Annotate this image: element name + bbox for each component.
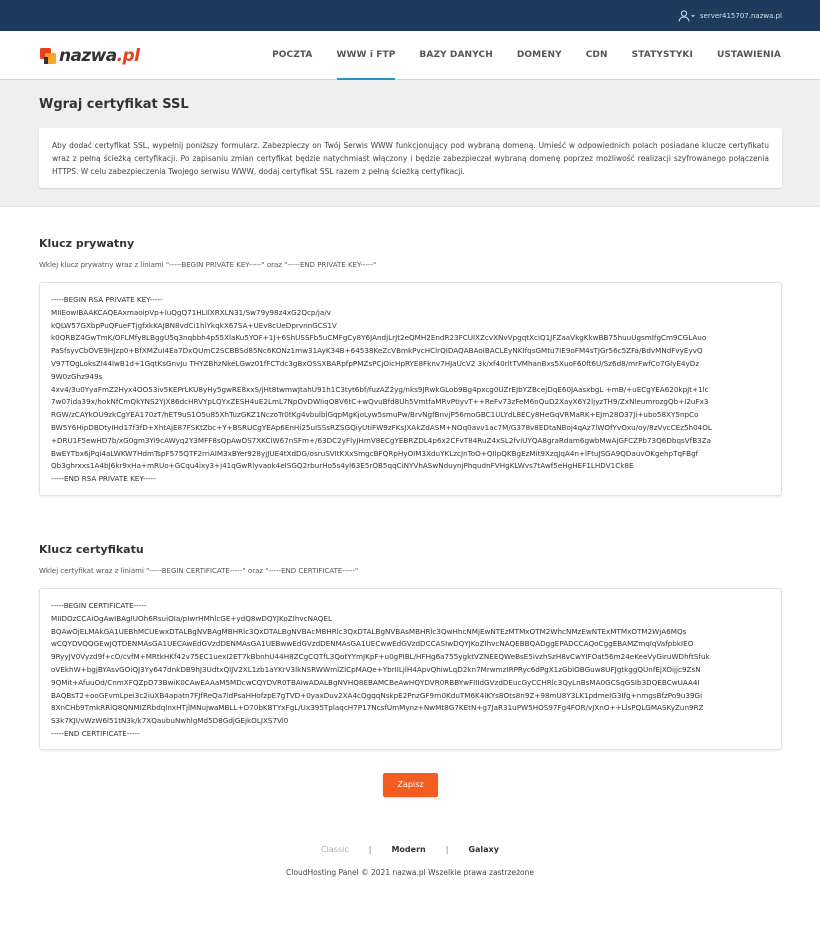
code-line: BQAwOjELMAkGA1UEBhMCUEwxDTALBgNVBAgMBHRlc3QxDTALBgNVBAcMBHRlc3QxDTALBgNVBAsMBHRlc3QwHhcNMjEwNTEzMTMxOTM2WhcNMzEwNTExMTMxOTM2WjA6MQs (51, 626, 687, 636)
user-icon (678, 10, 696, 22)
certificate-title: Klucz certyfikatu (39, 543, 144, 556)
nav-item-www-ftp[interactable]: WWW i FTP (325, 31, 408, 80)
nav-item-poczta[interactable]: POCZTA (272, 50, 313, 60)
code-line: 8XnCHb9TmkRRlQ8QNMIZRbdqlnxHTjlMNujwaMBLL+O70bKBTYxFgL/Ux395TplaqcH7P17NcsfUmMynz+NwMt8G7KEtN+g7JaR31uPW5HOS97Fg4FOR/vJXnO++LlsPQLGMASKyZun9RZ (51, 703, 704, 713)
skin-galaxy-link[interactable]: Galaxy (468, 844, 499, 854)
save-button[interactable]: Zapisz (383, 773, 438, 797)
code-line: MIIDOzCCAiOgAwIBAgIUOh6RsuiOIa/pIwrHMhlcGE+ydQ8wDQYJKoZIhvcNAQEL (51, 613, 332, 623)
code-line: 9QMit+AfuuOd/CnmXFQZpD73BwiK0CAwEAAaM5MDcwCQYDVR0TBAIwADALBgNVHQ8EBAMCBeAwHQYDVR0RBBYwFIIIdGVzdDEucGyCCHRlc3QyLnBsMA0GCSqGSIb3DQEBCwUAA4I (51, 677, 700, 687)
main-nav (260, 31, 793, 80)
code-line: BAQBsT2+ooGFvmLpei3c2iuXB4apatn7FJfReQa7idPsaHHofzpE7gTVD+0yaxDuv2XA4cQgqqNskpE2PnzGF9rn0KduTM6K4lKYs8Ots8n9Z+98mU8Y3LK1pdmeIG3Ifg+nmgsBfzPo9u39Gi (51, 690, 703, 700)
top-bar (0, 0, 820, 31)
footer (0, 841, 820, 930)
main-header (0, 31, 820, 80)
code-line: BW5Y6HipDBDtyIHd17f3fD+XhtAjE87FSKtZbc+Y+BSRUCgYEAp6EnHi25uISSsRZSGQiyUtiFW9zFKsJXAkZdASM+NOq0avv1ac7M/G378v8EDtaNBoj4qAz7lWOfYvOxu/oy/8zVvcCEz5h04OL (51, 422, 712, 432)
info-box: Aby dodać certyfikat SSL, wypełnij poniższy formularz. Zabezpieczy on Twój Serwis WWW funkcjonujący pod wybraną domeną. Umieść w odpowiednich polach posiadane klucze certyfikatu wraz z pełną ścieżką certyfikacji. Po zapisaniu zmian certyfikat będzie natychmiast włączony i będzie zabezpieczał wybraną domenę poprzez możliwość realizacji szyfrowanego połączenia HTTPS. W celu zabezpieczenia Twojego serwisu WWW, dodaj certyfikat SSL razem z pełną ścieżką certyfikacji. (39, 128, 782, 188)
private-key-textarea[interactable] (39, 282, 782, 496)
account-menu[interactable] (678, 10, 782, 22)
code-line: RGW/zCAYkOU9zkCgYEA170zT/hET9uS1O5u85XhTuzGKZ1NczoTr0tKg4vbulblGqpMgKjoLyw5smuPw/BrvNgfBnvjP56moGBC1ULYdL8ECy8HeGqVRMaRK+EJm28O37Ji+ubo58XY5npCo (51, 410, 699, 420)
code-line: S3k7KJI/vWzW6l51tN3k/k7XQaubuNwhlgMd5D8GdjGEjkOLJXS7Vi0 (51, 716, 289, 726)
code-line: k0QRBZ4GwTmK/OFLMfy8LBggU5q3nqbbh4p55XlaKu5YOF+1J+6ShUSSFb5uCMFgCy8Y6JAndjLrJt2eQMH2EndR23FCUlXZcvXNvVpgqtXciQ1JFZaaVkgKkwBB75huuUgsmIfgCm9CGLAuo (51, 333, 707, 343)
logo-text: nazwa.pl (59, 46, 140, 66)
code-line: -----END CERTIFICATE----- (51, 728, 140, 738)
code-line: 9RyyJV0Vyzd9f+cO/cvfM+MRtkHKf42v75EC1uexI2ET7kBbnhU44H8ZCgCQTfL3QotYYmJKpF+u0gPIBL/HFHg6a755ygktVZNEEQWeBsE5ivzhSzH8vCwYIFOat56m24eKeeVyGiruWDhftSfuk (51, 652, 710, 662)
certificate-section (39, 543, 782, 575)
code-line: V97TOgLoksZI44lwB1d+1GqtKsGnvJu THYZBhzNkeLGwz01fFCTdc3gBxOSSXBARpfpPMZsPCjOicHpRYE8Fknv7HJaUcV2 3k/xf40rltTVMhanBxs5XuoF60ft6U/Sz6d8/mrFwfCo7GlyE4yDz (51, 358, 700, 368)
code-line: 9W0zGhz949s (51, 371, 103, 381)
code-line: kQLW57GXbpPuQFueFTjgfxkKAJBN8vdCi1hiYkqkX67SA+UEv8cUeDprvnnGCS1V (51, 320, 337, 330)
private-key-hint: Wklej klucz prywatny wraz z liniami "-----BEGIN PRIVATE KEY-----" oraz "-----END PRIVATE KEY-----" (39, 261, 377, 269)
certificate-hint: Wklej certyfikat wraz z liniami "-----BEGIN CERTIFICATE-----" oraz "-----END CERTIFICATE-----" (39, 567, 359, 575)
server-name: server415707.nazwa.pl (699, 12, 782, 20)
code-line: -----BEGIN RSA PRIVATE KEY----- (51, 295, 163, 304)
code-line: MIIEowIBAAKCAQEAxmaoipVp+luQgQ71HLIlXRXLN31/Sw79y98z4xG2Qcp/ja/v (51, 307, 331, 317)
code-line: wCQYDVQQGEwJQTDENMAsGA1UECAwEdGVzdDENMAsGA1UEBwwEdGVzdDENMAsGA1UECwwEdGVzdDCCASIwDQYJKoZIhvcNAQEBBQADggEPADCCAQoCggEBAMZmqIqVafpbkIEO (51, 639, 694, 649)
code-line: -----END RSA PRIVATE KEY----- (51, 474, 156, 484)
separator: | (445, 844, 449, 854)
nav-item-statystyki[interactable]: STATYSTYKI (631, 50, 693, 60)
certificate-textarea[interactable] (39, 588, 782, 750)
skin-switcher (0, 841, 820, 857)
skin-classic-link[interactable]: Classic (321, 844, 349, 854)
skin-modern-link[interactable]: Modern (391, 844, 426, 854)
code-line: 7w07ida39x/hokNfCmQkYNS2YjX86dcHRVYpLQYxZESH4uE2LmL7NpOvDWIiqO8V6tC+wQvuBfd8Uh5VmtfaMRvPtiyvT++ReFv73zFeM6nQuD2XayX6Y2ljyzTH9/ZxNleumrozgQb+I2uFx3 (51, 397, 709, 407)
code-line: +DRU1F5ewHD7b/xG0gm3Yi9cAWyq2Y3MFF8sQpAwOS7XKClW67nSFm+/63DC2yFlyJHmV8ECgYEBRZDL4p6x2CFvT84RuZ4xSL2fviUYQA8graRdam6gwbMwAjGFCZPb73Q6DbqsVfB3Za (51, 435, 712, 445)
code-line: PaSfsyvCbOVE9HJzp0+BfXMZuI4Ea7DxQUmC2SCBBSd85Nc6KONz1mw31AyK34B+64538KeZcVBmkPvcHClrQIDAQABAoIBACLEyNKIfqsGMtu7IE9oFM4sTJGr56c5ZFa/BdvMNdFvyEyvQ (51, 346, 703, 356)
code-line: 4xv4/3u0YyaFmZ2Hyx4OO53iv5KEPrLKU8yHy5gwRE8xxS/jHt8twmwJtahU91h1C3tyt6bf/fuzAZ2yg/nks9JRwkGLob9Bg4pxcg0UZrEJbYZBcejDqE60JAasxbgL +mB/+uECgYEA620kpJt+1lc (51, 384, 709, 394)
nav-item-domeny[interactable]: DOMENY (516, 50, 562, 60)
nav-item-ustawienia[interactable]: USTAWIENIA (716, 50, 781, 60)
page-title: Wgraj certyfikat SSL (39, 97, 189, 112)
code-line: oVEkhW+bgjBYAsvGOiQJ3Yy647dnkDB9hJ3UdtxQlJV2XL1zb1aYKrV3lkNSRWWmlZlCpMAQe+YbrIILjlH4ApvQhiwLqD2kn7MrwmzIRPRyc6dPgX1zGbiOBGuw8UFJgtkggQUnfEjXOijjc9ZsN (51, 664, 701, 674)
page-header (0, 80, 820, 207)
copyright: CloudHosting Panel © 2021 nazwa.pl Wszelkie prawa zastrzeżone (286, 868, 534, 877)
nav-item-bazy-danych[interactable]: BAZY DANYCH (419, 50, 493, 60)
code-line: BwEYTbx6jPqi4aLWKW7HdmTspF575QTF2rriAIM3xBYer928yjJUE4tXdDG/osruSVItKXxSmgcBFQRpHyOIM3XduYKLzcJnToO+QIlpQKBgEzMit9XzqJqA4n+lFtuJSGA9QDauvOKgehpTqFBgf (51, 448, 699, 458)
nav-item-cdn[interactable]: CDN (585, 50, 608, 60)
code-line: Qb3ghrxxs1A4bJ6kr9xHa+mRUo+GCqu4ixy3+j41qGwRlyvaok4eISGQ2rburHo5s4yl63E5rOB5qqCiNYVhASwNduynjPhqudnFVHgKLWvs7tAwf5eHgHEF1LHDV1Ck8E (51, 461, 634, 471)
code-line: -----BEGIN CERTIFICATE----- (51, 601, 147, 610)
private-key-title: Klucz prywatny (39, 237, 135, 250)
private-key-section (39, 237, 782, 269)
logo-mark-icon (39, 47, 57, 65)
logo[interactable] (39, 46, 139, 66)
separator: | (368, 844, 372, 854)
